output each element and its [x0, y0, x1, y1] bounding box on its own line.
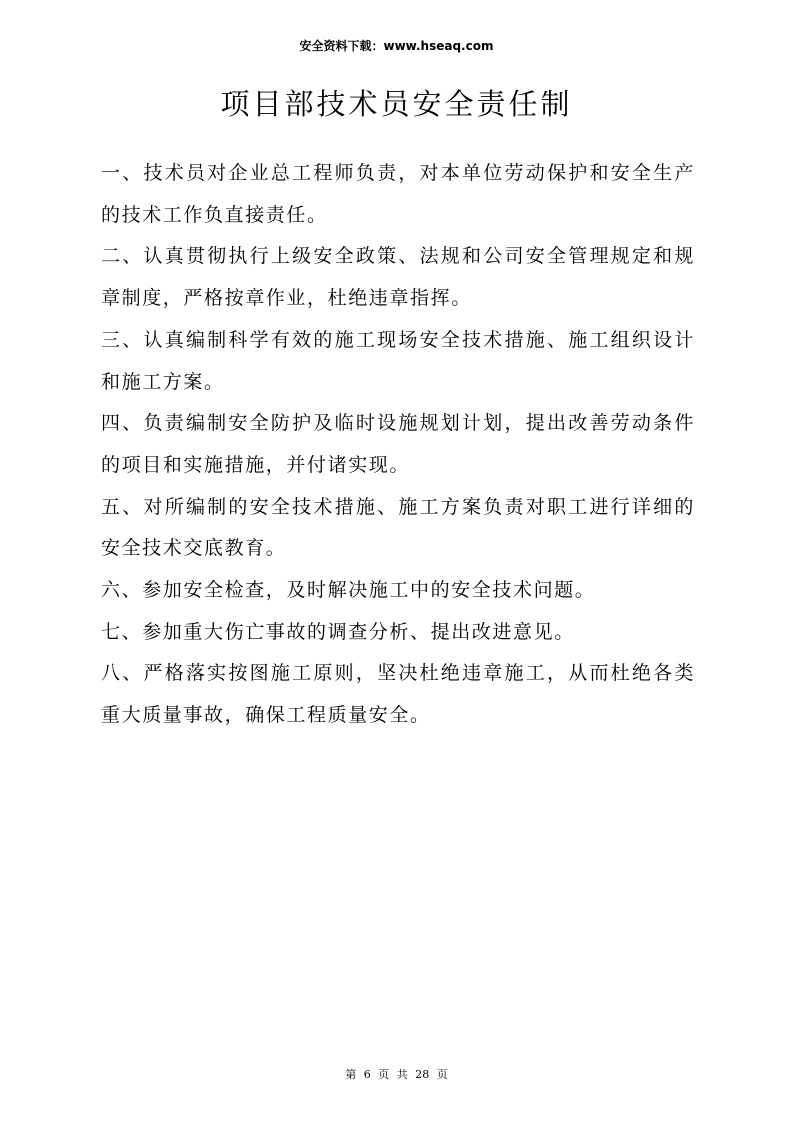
clause-7: 七、参加重大伤亡事故的调查分析、提出改进意见。: [101, 620, 575, 643]
clause-5: 五、对所编制的安全技术措施、施工方案负责对职工进行详细的安全技术交底教育。: [101, 495, 695, 560]
clause-3: 三、认真编制科学有效的施工现场安全技术措施、施工组织设计和施工方案。: [101, 328, 695, 393]
page-number-footer: 第 6 页 共 28 页: [345, 1068, 448, 1081]
clause-1: 一、技术员对企业总工程师负责，对本单位劳动保护和安全生产的技术工作负直接责任。: [101, 162, 695, 226]
document-body: [101, 153, 695, 737]
clause-4: 四、负责编制安全防护及临时设施规划计划，提出改善劳动条件的项目和实施措施，并付诸实现。: [101, 412, 695, 476]
page-header: 安全资料下载：www.hseaq.com: [299, 39, 494, 53]
clause-2: 二、认真贯彻执行上级安全政策、法规和公司安全管理规定和规章制度，严格按章作业，杜绝违章指挥。: [101, 245, 695, 310]
clause-6: 六、参加安全检查，及时解决施工中的安全技术问题。: [101, 579, 596, 602]
clause-8: 八、严格落实按图施工原则，坚决杜绝违章施工，从而杜绝各类重大质量事故，确保工程质量安全。: [101, 662, 695, 727]
document-title: 项目部技术员安全责任制: [220, 87, 573, 121]
